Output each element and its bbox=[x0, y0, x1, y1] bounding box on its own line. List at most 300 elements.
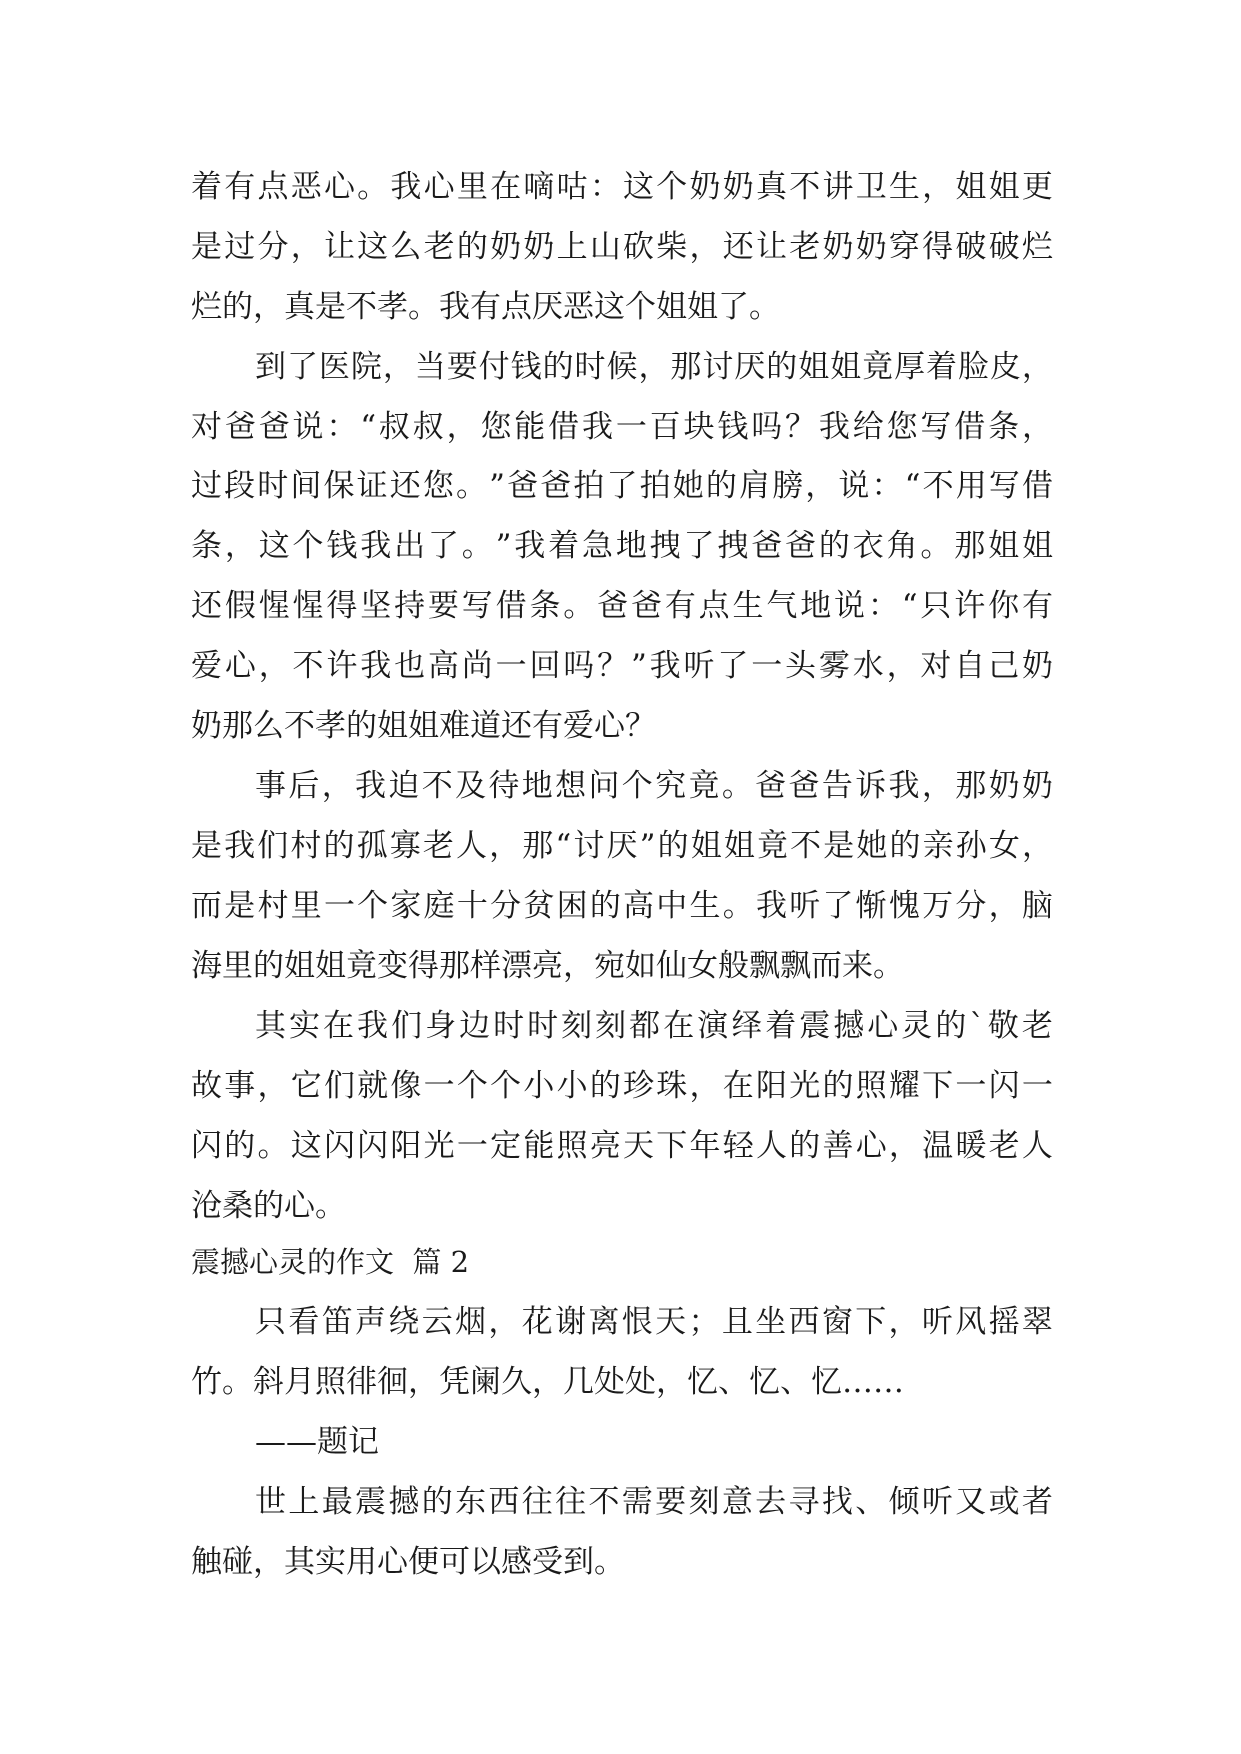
char: 在 bbox=[663, 1008, 695, 1044]
char: ， bbox=[1021, 409, 1053, 445]
char: 候 bbox=[606, 349, 638, 385]
char: ： bbox=[589, 169, 621, 205]
char: 您 bbox=[422, 468, 454, 504]
char: 得 bbox=[922, 229, 954, 265]
char: 卫 bbox=[855, 169, 887, 205]
char: 院 bbox=[350, 349, 382, 385]
char: 我 bbox=[224, 828, 256, 864]
char: 段 bbox=[224, 468, 256, 504]
char: 在 bbox=[490, 169, 522, 205]
char: 那 bbox=[522, 828, 554, 864]
char: 有 bbox=[1021, 588, 1053, 624]
char: 世 bbox=[255, 1484, 286, 1520]
char: 条 bbox=[988, 409, 1020, 445]
char: ： bbox=[871, 468, 903, 504]
char: 得 bbox=[326, 588, 358, 624]
char: 是 bbox=[191, 828, 222, 864]
char: 个 bbox=[656, 169, 688, 205]
char: 这 bbox=[290, 1128, 322, 1164]
char: 老 bbox=[422, 828, 454, 864]
text-line bbox=[191, 876, 1053, 936]
char: ” bbox=[495, 528, 512, 564]
char: 的 bbox=[589, 888, 621, 924]
char: 翠 bbox=[1021, 1304, 1053, 1340]
char: 寡 bbox=[389, 828, 421, 864]
char: 许 bbox=[954, 588, 986, 624]
char: 灵 bbox=[901, 1008, 933, 1044]
char: 姐 bbox=[830, 349, 862, 385]
char: 时 bbox=[527, 1008, 559, 1044]
char: 医 bbox=[318, 349, 350, 385]
char: 的 bbox=[224, 1128, 256, 1164]
char: 善 bbox=[822, 1128, 854, 1164]
char: 在 bbox=[323, 1008, 355, 1044]
char: 刻 bbox=[595, 1008, 627, 1044]
char: 定 bbox=[490, 1128, 522, 1164]
char: 让 bbox=[323, 229, 355, 265]
char: ， bbox=[258, 648, 290, 684]
char: 天 bbox=[655, 1304, 687, 1340]
char: 天 bbox=[623, 1128, 655, 1164]
char: 了 bbox=[286, 349, 318, 385]
char: 破 bbox=[988, 229, 1020, 265]
text-line bbox=[191, 576, 1053, 636]
char: 的 bbox=[542, 349, 574, 385]
char: 找 bbox=[821, 1484, 853, 1520]
char: 说 bbox=[292, 409, 324, 445]
char: 不 bbox=[588, 1484, 620, 1520]
char: 个 bbox=[357, 888, 389, 924]
char: 山 bbox=[589, 229, 621, 265]
char: 村 bbox=[290, 828, 322, 864]
char: 西 bbox=[788, 1304, 820, 1340]
char: 这 bbox=[258, 528, 290, 564]
char: 间 bbox=[290, 468, 322, 504]
char: 点 bbox=[257, 169, 289, 205]
char: 需 bbox=[621, 1484, 653, 1520]
char: ： bbox=[326, 409, 358, 445]
char: 。 bbox=[920, 528, 952, 564]
char: 奶 bbox=[722, 169, 754, 205]
char: 砍 bbox=[623, 229, 655, 265]
char: 心 bbox=[423, 169, 455, 205]
line-text: 海里的姐姐竟变得那样漂亮，宛如仙女般飘飘而来。 bbox=[191, 948, 904, 984]
char: 村 bbox=[257, 888, 289, 924]
char: 光 bbox=[789, 1068, 821, 1104]
char: 阳 bbox=[390, 1128, 422, 1164]
char: 奶 bbox=[490, 229, 522, 265]
text-line bbox=[191, 397, 1053, 457]
char: 爸 bbox=[540, 468, 572, 504]
char: 给 bbox=[852, 409, 884, 445]
char: 恨 bbox=[621, 1304, 653, 1340]
char: 人 bbox=[755, 1128, 787, 1164]
char: 万 bbox=[922, 888, 954, 924]
char: 坐 bbox=[755, 1304, 787, 1340]
char: 小 bbox=[556, 1068, 588, 1104]
char: 到 bbox=[255, 349, 286, 385]
section-heading: 震撼心灵的作文 篇 2 bbox=[191, 1245, 470, 1279]
char: 的 bbox=[789, 1128, 821, 1164]
char: 闪 bbox=[191, 1128, 222, 1164]
char: 高 bbox=[623, 888, 655, 924]
text-line bbox=[191, 1472, 1053, 1532]
char: 声 bbox=[355, 1304, 387, 1340]
char: 分 bbox=[955, 888, 987, 924]
char: 钱 bbox=[326, 528, 358, 564]
char: 过 bbox=[191, 468, 222, 504]
char: 肩 bbox=[738, 468, 770, 504]
char: 拽 bbox=[717, 528, 749, 564]
char: 个 bbox=[292, 528, 324, 564]
text-line bbox=[191, 936, 1053, 996]
char: 而 bbox=[191, 888, 222, 924]
char: 暖 bbox=[955, 1128, 987, 1164]
char: 。 bbox=[722, 888, 754, 924]
char: 故 bbox=[191, 1068, 222, 1104]
char: 着 bbox=[548, 528, 580, 564]
char: 花 bbox=[521, 1304, 553, 1340]
char: 姐 bbox=[723, 828, 755, 864]
char: 能 bbox=[523, 1128, 555, 1164]
char: 当 bbox=[414, 349, 446, 385]
char: 时 bbox=[574, 349, 606, 385]
char: 者 bbox=[1021, 1484, 1053, 1520]
char: 个 bbox=[621, 768, 653, 804]
char: 分 bbox=[257, 229, 289, 265]
text-line bbox=[191, 1056, 1053, 1116]
line-text: 奶那么不孝的姐姐难道还有爱心？ bbox=[191, 708, 656, 744]
char: 后 bbox=[288, 768, 320, 804]
char: 心 bbox=[867, 1008, 899, 1044]
char: ； bbox=[688, 1304, 720, 1340]
char: 中 bbox=[656, 888, 688, 924]
text-line bbox=[191, 696, 1053, 756]
char: 珠 bbox=[656, 1068, 688, 1104]
char: 奶 bbox=[523, 229, 555, 265]
text-line bbox=[191, 756, 1053, 816]
char: 闪 bbox=[357, 1128, 389, 1164]
char: 奶 bbox=[689, 169, 721, 205]
char: 持 bbox=[394, 588, 426, 624]
char: 事 bbox=[224, 1068, 256, 1104]
char: 钱 bbox=[717, 409, 749, 445]
char: 困 bbox=[556, 888, 588, 924]
char: 写 bbox=[461, 588, 493, 624]
char: 震 bbox=[355, 1484, 387, 1520]
char: 撼 bbox=[833, 1008, 865, 1044]
char: 嘀 bbox=[523, 169, 555, 205]
char: 分 bbox=[490, 888, 522, 924]
char: 去 bbox=[755, 1484, 787, 1520]
char: 那 bbox=[670, 349, 702, 385]
char: 急 bbox=[581, 528, 613, 564]
char: 事 bbox=[255, 768, 286, 804]
char: 竟 bbox=[862, 349, 894, 385]
char: 衣 bbox=[852, 528, 884, 564]
char: 敬 bbox=[987, 1008, 1019, 1044]
text-line bbox=[191, 456, 1053, 516]
char: 我 bbox=[360, 528, 392, 564]
char: 姐 bbox=[988, 169, 1020, 205]
char: 更 bbox=[1021, 169, 1053, 205]
char: 演 bbox=[697, 1008, 729, 1044]
char: 问 bbox=[588, 768, 620, 804]
char: 块 bbox=[683, 409, 715, 445]
char: ， bbox=[446, 409, 478, 445]
char: 地 bbox=[800, 588, 832, 624]
char: 我 bbox=[355, 768, 387, 804]
char: 借 bbox=[1021, 468, 1053, 504]
char: 我 bbox=[581, 409, 613, 445]
char: 孤 bbox=[356, 828, 388, 864]
char: 心 bbox=[224, 648, 256, 684]
char: 叔 bbox=[378, 409, 410, 445]
char: 风 bbox=[955, 1304, 987, 1340]
char: 脑 bbox=[1021, 888, 1053, 924]
char: 这 bbox=[357, 229, 389, 265]
char: 能 bbox=[514, 409, 546, 445]
char: 人 bbox=[456, 828, 487, 864]
char: 这 bbox=[623, 169, 655, 205]
char: ， bbox=[805, 468, 837, 504]
char: ， bbox=[922, 169, 954, 205]
char: 证 bbox=[356, 468, 388, 504]
char: 身 bbox=[425, 1008, 457, 1044]
char: 奶 bbox=[1021, 648, 1053, 684]
char: 庭 bbox=[423, 888, 455, 924]
char: 皮 bbox=[989, 349, 1021, 385]
char: 摇 bbox=[988, 1304, 1020, 1340]
char: 意 bbox=[721, 1484, 753, 1520]
char: 听 bbox=[921, 1484, 953, 1520]
char: 上 bbox=[288, 1484, 320, 1520]
char: “ bbox=[555, 828, 572, 864]
char: 竟 bbox=[688, 768, 720, 804]
char: 一 bbox=[1021, 1068, 1053, 1104]
char: 闪 bbox=[323, 1128, 355, 1164]
char: 破 bbox=[955, 229, 987, 265]
char: 写 bbox=[920, 409, 952, 445]
char: 的 bbox=[818, 528, 850, 564]
char: 点 bbox=[698, 588, 730, 624]
char: 亮 bbox=[589, 1128, 621, 1164]
char: 的 bbox=[421, 1484, 453, 1520]
text-line bbox=[191, 1292, 1053, 1352]
char: ， bbox=[488, 1304, 520, 1340]
char: 迫 bbox=[388, 768, 420, 804]
char: 不 bbox=[421, 768, 453, 804]
char: ， bbox=[921, 768, 953, 804]
text-line bbox=[191, 277, 1053, 337]
char: 时 bbox=[257, 468, 289, 504]
char: 爸 bbox=[258, 409, 290, 445]
char: 钱 bbox=[510, 349, 542, 385]
char: 保 bbox=[323, 468, 355, 504]
char: 膀 bbox=[772, 468, 804, 504]
char: ， bbox=[257, 1068, 289, 1104]
char: 恶 bbox=[290, 169, 322, 205]
char: 诉 bbox=[855, 768, 887, 804]
char: 竟 bbox=[756, 828, 788, 864]
char: 它 bbox=[290, 1068, 322, 1104]
char: 惭 bbox=[855, 888, 887, 924]
line-text: 触碰，其实用心便可以感受到。 bbox=[191, 1544, 625, 1580]
char: 姐 bbox=[955, 169, 987, 205]
char: 头 bbox=[785, 648, 817, 684]
char: 爸 bbox=[785, 528, 817, 564]
char: 要 bbox=[427, 588, 459, 624]
char: ， bbox=[638, 349, 670, 385]
char: ， bbox=[321, 768, 353, 804]
text-line bbox=[191, 1532, 1053, 1592]
text-line bbox=[191, 516, 1053, 576]
char: 里 bbox=[456, 169, 488, 205]
char: 您 bbox=[886, 409, 918, 445]
char: 最 bbox=[321, 1484, 353, 1520]
char: 地 bbox=[615, 528, 647, 564]
char: 还 bbox=[389, 468, 421, 504]
char: 你 bbox=[988, 588, 1020, 624]
char: 讨 bbox=[702, 349, 734, 385]
char: 及 bbox=[455, 768, 487, 804]
char: 的 bbox=[705, 468, 737, 504]
char: 出 bbox=[394, 528, 426, 564]
char: 条 bbox=[191, 528, 222, 564]
char: 坚 bbox=[360, 588, 392, 624]
char: 雾 bbox=[818, 648, 850, 684]
char: 惺 bbox=[292, 588, 324, 624]
char: 爸 bbox=[751, 528, 783, 564]
char: 不 bbox=[922, 468, 954, 504]
char: 的 bbox=[323, 828, 355, 864]
char: 讲 bbox=[822, 169, 854, 205]
char: 要 bbox=[446, 349, 478, 385]
char: 窗 bbox=[821, 1304, 853, 1340]
document-page bbox=[191, 0, 1053, 1754]
char: 想 bbox=[555, 768, 587, 804]
char: 真 bbox=[755, 169, 787, 205]
char: 叔 bbox=[412, 409, 444, 445]
char: 对 bbox=[191, 409, 222, 445]
char: 绎 bbox=[731, 1008, 763, 1044]
char: 爸 bbox=[597, 588, 629, 624]
char: 上 bbox=[556, 229, 588, 265]
char: 着 bbox=[191, 169, 222, 205]
char: 条 bbox=[529, 588, 561, 624]
char: 往 bbox=[521, 1484, 553, 1520]
char: 说 bbox=[834, 588, 866, 624]
char: 心 bbox=[323, 169, 355, 205]
char: 尚 bbox=[461, 648, 493, 684]
char: 的 bbox=[766, 349, 798, 385]
char: 姐 bbox=[798, 349, 830, 385]
char: 己 bbox=[988, 648, 1020, 684]
char: 又 bbox=[955, 1484, 987, 1520]
char: 老 bbox=[988, 1128, 1020, 1164]
char: 着 bbox=[765, 1008, 797, 1044]
char: 还 bbox=[191, 588, 222, 624]
char: 。 bbox=[456, 468, 487, 504]
char: ， bbox=[290, 229, 322, 265]
char: ， bbox=[689, 229, 721, 265]
char: 一 bbox=[323, 888, 355, 924]
char: 您 bbox=[480, 409, 512, 445]
char: 奶 bbox=[988, 768, 1020, 804]
char: 一 bbox=[615, 409, 647, 445]
char: 温 bbox=[922, 1128, 954, 1164]
char: 看 bbox=[288, 1304, 320, 1340]
char: 都 bbox=[629, 1008, 661, 1044]
char: 一 bbox=[955, 1068, 987, 1104]
char: 的 bbox=[935, 1008, 967, 1044]
char: 还 bbox=[722, 229, 754, 265]
line-text: 竹。斜月照徘徊，凭阑久，几处处，忆、忆、忆…… bbox=[191, 1364, 904, 1400]
char: 生 bbox=[732, 588, 764, 624]
char: 老 bbox=[789, 229, 821, 265]
char: 那 bbox=[954, 528, 986, 564]
char: 惺 bbox=[258, 588, 290, 624]
char: 生 bbox=[888, 169, 920, 205]
char: 往 bbox=[555, 1484, 587, 1520]
char: 奶 bbox=[855, 229, 887, 265]
char: 柴 bbox=[656, 229, 688, 265]
char: 实 bbox=[289, 1008, 321, 1044]
char: 爱 bbox=[191, 648, 222, 684]
line-text: ——题记 bbox=[255, 1424, 379, 1460]
char: 的 bbox=[889, 828, 921, 864]
char: 女 bbox=[988, 828, 1020, 864]
char: 绕 bbox=[388, 1304, 420, 1340]
char: 只 bbox=[920, 588, 952, 624]
char: 一 bbox=[456, 1128, 488, 1164]
char: 珍 bbox=[623, 1068, 655, 1104]
char: 厌 bbox=[606, 828, 638, 864]
char: ， bbox=[886, 648, 918, 684]
char: 那 bbox=[955, 768, 987, 804]
char: 年 bbox=[689, 1128, 721, 1164]
char: 让 bbox=[755, 229, 787, 265]
line-text: 烂的，真是不孝。我有点厌恶这个姐姐了。 bbox=[191, 289, 780, 325]
char: 阳 bbox=[755, 1068, 787, 1104]
char: 在 bbox=[722, 1068, 754, 1104]
char: ” bbox=[639, 828, 656, 864]
char: 借 bbox=[495, 588, 527, 624]
char: 付 bbox=[478, 349, 510, 385]
char: 是 bbox=[823, 828, 855, 864]
char: 待 bbox=[488, 768, 520, 804]
char: 个 bbox=[490, 1068, 522, 1104]
char: 、 bbox=[855, 1484, 887, 1520]
char: 们 bbox=[257, 828, 289, 864]
char: 西 bbox=[488, 1484, 520, 1520]
char: 是 bbox=[224, 888, 256, 924]
char: 烟 bbox=[455, 1304, 487, 1340]
char: 听 bbox=[789, 888, 821, 924]
char: 个 bbox=[456, 1068, 488, 1104]
char: 一 bbox=[495, 648, 527, 684]
char: 她 bbox=[856, 828, 888, 864]
char: 了 bbox=[427, 528, 459, 564]
char: 脸 bbox=[957, 349, 989, 385]
char: 我 bbox=[360, 648, 392, 684]
char: 不 bbox=[789, 169, 821, 205]
char: 听 bbox=[921, 1304, 953, 1340]
char: 闪 bbox=[988, 1068, 1020, 1104]
char: 奶 bbox=[1021, 768, 1053, 804]
char: 过 bbox=[224, 229, 256, 265]
char: 听 bbox=[683, 648, 715, 684]
